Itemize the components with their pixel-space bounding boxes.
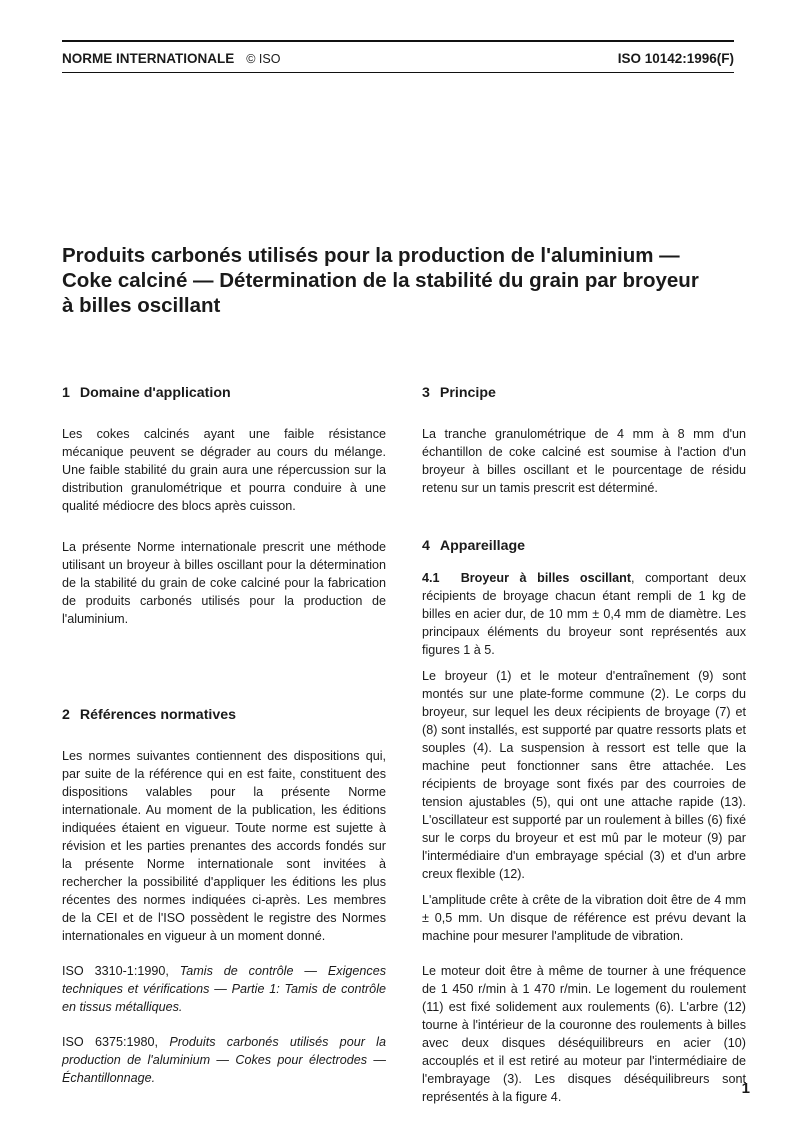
title-line-3: à billes oscillant xyxy=(62,294,221,317)
page-header xyxy=(62,48,734,68)
subsection-4-1 xyxy=(422,569,746,659)
section-number: 4 xyxy=(422,538,430,554)
paragraph: La tranche granulométrique de 4 mm à 8 mm d'un échantillon de coke calciné est soumise à l'action d'un broyeur à billes oscillant et le pourcentage de résidu retenu sur un tamis prescrit est déterminé. xyxy=(422,427,746,495)
reference-code: ISO 6375:1980, xyxy=(62,1035,159,1049)
left-column xyxy=(62,384,386,1087)
document-title xyxy=(62,243,742,318)
paragraph: L'amplitude crête à crête de la vibration doit être de 4 mm ± 0,5 mm. Un disque de référence est prévu devant la machine pour mesurer l'amplitude de vibration. xyxy=(422,893,746,943)
paragraph: Les normes suivantes contiennent des dispositions qui, par suite de la référence qui en est faite, constituent des dispositions valables pour la présente Norme internationale. Au moment de la publication, les éditions indiquées étaient en vigueur. Toute norme est sujette à révision et les parties prenantes des accords fondés sur la présente Norme internationale sont invitées à rechercher la possibilité d'appliquer les éditions les plus récentes des normes indiquées ci-après. Les membres de la CEI et de l'ISO possèdent le registre des Normes internationales en vigueur à un moment donné. xyxy=(62,749,386,943)
normative-reference xyxy=(62,1033,386,1087)
section-3-heading xyxy=(422,384,746,402)
subsection-number: 4.1 xyxy=(422,571,440,585)
paragraph: Le broyeur (1) et le moteur d'entraînement (9) sont montés sur une plate-forme commune (2). Le corps du broyeur, sur lequel les deux récipients de broyage (7) et (8) sont installés, est supporté par quatre ressorts plats et souples (4). La suspension à ressort est telle que la machine peut fonctionner sans être attachée. Les récipients de broyage sont fixés par des courroies de tension ajustables (5), qui ont une attache rapide (13). L'oscillateur est supporté par un roulement à billes (6) fixé sur le corps du broyeur et est mû par le moteur (9) par l'intermédiaire d'un embrayage spécial (3) et d'un arbre creux flexible (12). xyxy=(422,669,746,881)
header-bottom-rule xyxy=(62,72,734,73)
title-line-2: Coke calciné — Détermination de la stabilité du grain par broyeur xyxy=(62,269,699,292)
section-1-heading xyxy=(62,384,386,402)
right-column xyxy=(422,384,746,1106)
paragraph: Les cokes calcinés ayant une faible résistance mécanique peuvent se dégrader au cours du mélange. Une faible stabilité du grain aura une répercussion sur la distribution granulométrique et pourra conduire à une qualité médiocre des blocs après cuisson. xyxy=(62,427,386,513)
paragraph: Le moteur doit être à même de tourner à une fréquence de 1 450 r/min à 1 470 r/min. Le logement du roulement (11) est fixé solidement aux roulements (6). L'arbre (12) tourne à l'intérieur de la couronne des roulements à billes avec deux disques déséquilibreurs en acier (10) accouplés et il est retiré au moteur par l'intermédiaire de l'embrayage (3). Les disques déséquilibreurs sont représentés à la figure 4. xyxy=(422,964,746,1104)
section-2-heading xyxy=(62,706,386,724)
section-title: Domaine d'application xyxy=(79,385,231,401)
section-title: Références normatives xyxy=(79,707,237,723)
standard-number: ISO 10142:1996(F) xyxy=(617,50,734,66)
section-title: Principe xyxy=(439,385,496,401)
copyright-notice: © ISO xyxy=(246,51,281,66)
reference-code: ISO 3310-1:1990, xyxy=(62,964,169,978)
section-number: 2 xyxy=(62,707,70,723)
section-number: 3 xyxy=(422,385,430,401)
reference-title: Produits carbonés utilisés pour la production de l'aluminium — Cokes pour électrodes — Échantillonnage. xyxy=(62,1035,386,1085)
header-top-rule xyxy=(62,40,734,42)
normative-reference xyxy=(62,962,386,1016)
subsection-title: Broyeur à billes oscillant xyxy=(460,571,632,585)
title-line-1: Produits carbonés utilisés pour la production de l'aluminium — xyxy=(62,244,680,267)
reference-title: Tamis de contrôle — Exigences techniques et vérifications — Partie 1: Tamis de contrôle en tissus métalliques. xyxy=(62,964,386,1014)
subsection-text: , comportant deux récipients de broyage chacun étant rempli de 1 kg de billes en acier dur, de 10 mm ± 0,4 mm de diamètre. Les principaux éléments du broyeur sont représentés aux figures 1 à 5. xyxy=(422,571,747,657)
paragraph: La présente Norme internationale prescrit une méthode utilisant un broyeur à billes oscillant pour la détermination de la stabilité du grain de coke calciné pour la fabrication de produits carbonés utilisés pour la production de l'aluminium. xyxy=(62,540,386,626)
page-number: 1 xyxy=(741,1080,750,1097)
section-title: Appareillage xyxy=(439,538,526,554)
standard-label: NORME INTERNATIONALE xyxy=(62,50,235,66)
header-left xyxy=(62,51,280,66)
section-4-heading xyxy=(422,537,746,555)
section-number: 1 xyxy=(62,385,70,401)
